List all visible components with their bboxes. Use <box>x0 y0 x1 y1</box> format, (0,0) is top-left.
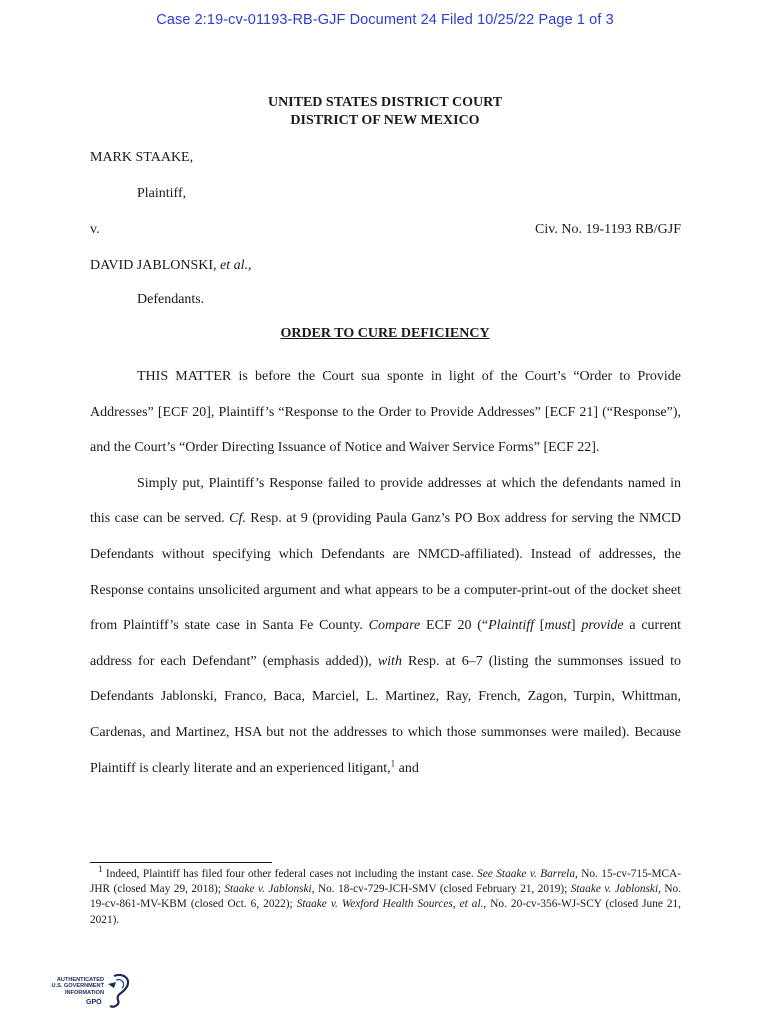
defendant-etal: et al. <box>220 258 249 273</box>
court-name: UNITED STATES DISTRICT COURT <box>267 95 503 110</box>
court-heading <box>0 94 770 130</box>
footnote-case-2: Staake v. Jablonski <box>224 883 312 896</box>
p2-cf: Cf. <box>229 511 246 527</box>
court-district: DISTRICT OF NEW MEXICO <box>290 113 480 128</box>
p2-text-d: [ <box>534 618 545 634</box>
footnote-text-a: Indeed, Plaintiff has filed four other federal cases not including the instant case. <box>102 868 478 880</box>
p2-provide: provide <box>581 618 624 634</box>
defendant-name-text: DAVID JABLONSKI, <box>90 258 221 273</box>
p2-text-a: Simply put, Plaintiff’s Response failed to provide addresses at which the defendants named in this case can be served. <box>90 475 681 527</box>
paragraph-2 <box>90 466 681 786</box>
versus: v. <box>90 222 100 237</box>
footnote-text-c: , No. 18-cv-729-JCH-SMV (closed February 21, 2019); <box>311 883 571 896</box>
footnote-see: See Staake v. Barrela <box>477 868 575 880</box>
p2-text-b: Resp. at 9 (providing Paula Ganz’s PO Box address for serving the NMCD Defendants without specifying which Defendants are NMCD-affiliated). Instead of addresses, the Response contains unsolicited argument and what appears to be a computer-print-out of the docket sheet from Plaintiff’s state case in Santa Fe County. <box>90 511 681 634</box>
paragraph-1: THIS MATTER is before the Court sua sponte in light of the Court’s “Order to Provide Addresses” [ECF 20], Plaintiff’s “Response to the Order to Provide Addresses” [ECF 21] (“Response”), and the Court’s “Order Directing Issuance of Notice and Waiver Service Forms” [ECF 22]. <box>90 369 681 456</box>
gpo-seal-word: GPO <box>86 999 102 1006</box>
defendant-name <box>90 257 252 275</box>
seal-line-3: INFORMATION <box>64 989 104 996</box>
gpo-seal-text <box>44 977 104 996</box>
p2-text-e: ] <box>570 618 582 634</box>
p2-text-c: ECF 20 (“ <box>420 618 489 634</box>
case-number: Civ. No. 19-1193 RB/GJF <box>535 222 681 237</box>
footnote-case-4: Staake v. Wexford Health Sources, et al. <box>296 898 484 911</box>
p2-text-g: Resp. at 6–7 (listing the summonses issued to Defendants Jablonski, Franco, Baca, Marciel, L. Martinez, Ray, French, Zagon, Turpin, Whittman, Cardenas, and Martinez, HSA but not the addresses to which those summonses were mailed). Because Plaintiff is clearly literate and an experienced litigant, <box>90 653 681 776</box>
footnote-case-3: Staake v. Jablonski <box>570 883 659 896</box>
footnote-text-d: , No. 19-cv-861-MV-KBM (closed Oct. 6, 2022); <box>90 883 682 911</box>
defendant-comma: , <box>248 258 252 273</box>
footnote-1 <box>90 864 682 928</box>
footnote-text-b: , No. 15-cv-715-MCA-JHR (closed May 29, 2018); <box>90 868 681 896</box>
plaintiff-role: Plaintiff, <box>137 186 187 201</box>
p2-plaintiff: Plaintiff <box>488 618 535 634</box>
p2-compare: Compare <box>368 618 421 634</box>
order-body <box>90 359 681 786</box>
footnote-ref-1: 1 <box>390 757 396 768</box>
p2-text-f: a current address for each Defendant” (emphasis added)), <box>90 618 681 669</box>
seal-line-1: AUTHENTICATED <box>56 977 104 983</box>
footnote-marker: 1 <box>98 864 103 875</box>
p2-with: with <box>377 653 402 669</box>
plaintiff-name: MARK STAAKE, <box>90 150 194 165</box>
p2-text-h: and <box>395 760 419 776</box>
seal-line-2: U.S. GOVERNMENT <box>51 983 104 990</box>
case-header-stamp: Case 2:19-cv-01193-RB-GJF Document 24 Filed 10/25/22 Page 1 of 3 <box>156 12 614 28</box>
footnote-divider <box>90 862 272 863</box>
footnote-text-e: , No. 20-cv-356-WJ-SCY (closed June 21, 2021). <box>90 898 681 926</box>
p2-must: must <box>544 618 571 634</box>
order-title: ORDER TO CURE DEFICIENCY <box>280 326 490 341</box>
defendant-role: Defendants. <box>137 292 205 307</box>
